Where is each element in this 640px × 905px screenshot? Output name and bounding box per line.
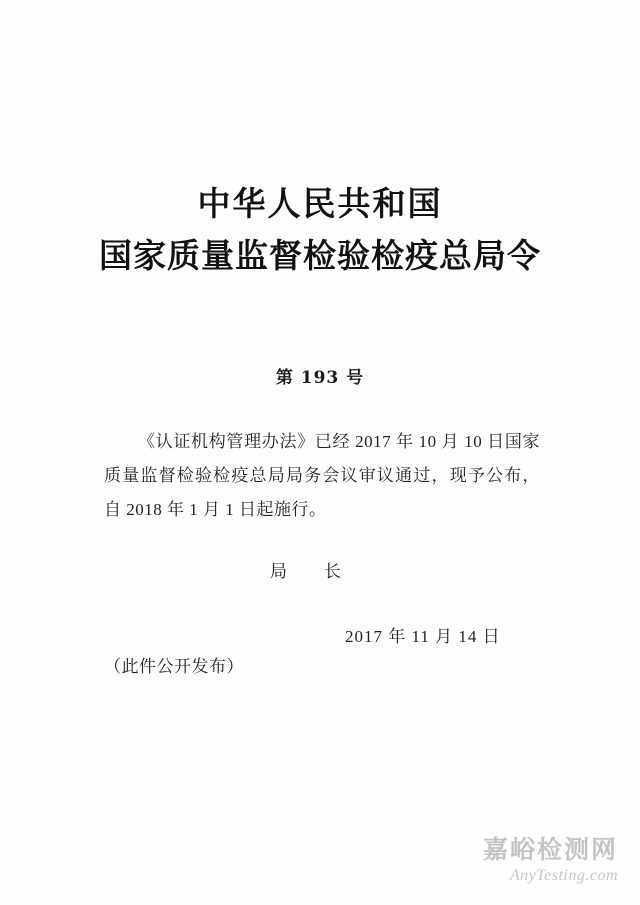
title-line-agency: 国家质量监督检验检疫总局令 bbox=[99, 236, 541, 275]
title-line-country: 中华人民共和国 bbox=[197, 184, 443, 223]
document-body-paragraph: 《认证机构管理办法》已经 2017 年 10 月 10 日国家质量监督检验检疫总局局务会议审议通过，现予公布，自 2018 年 1 月 1 日起施行。 bbox=[104, 432, 540, 519]
document-title bbox=[0, 178, 640, 282]
signature-date: 2017 年 11 月 14 日 bbox=[345, 627, 501, 646]
signature-label: 局 长 bbox=[270, 562, 351, 581]
decree-number: 第 193 号 bbox=[275, 368, 365, 388]
publish-note: （此件公开发布） bbox=[104, 657, 244, 676]
watermark bbox=[483, 835, 618, 887]
watermark-chinese-text: 嘉峪检测网 bbox=[482, 835, 618, 864]
watermark-english-text: AnyTesting.com bbox=[509, 867, 618, 884]
